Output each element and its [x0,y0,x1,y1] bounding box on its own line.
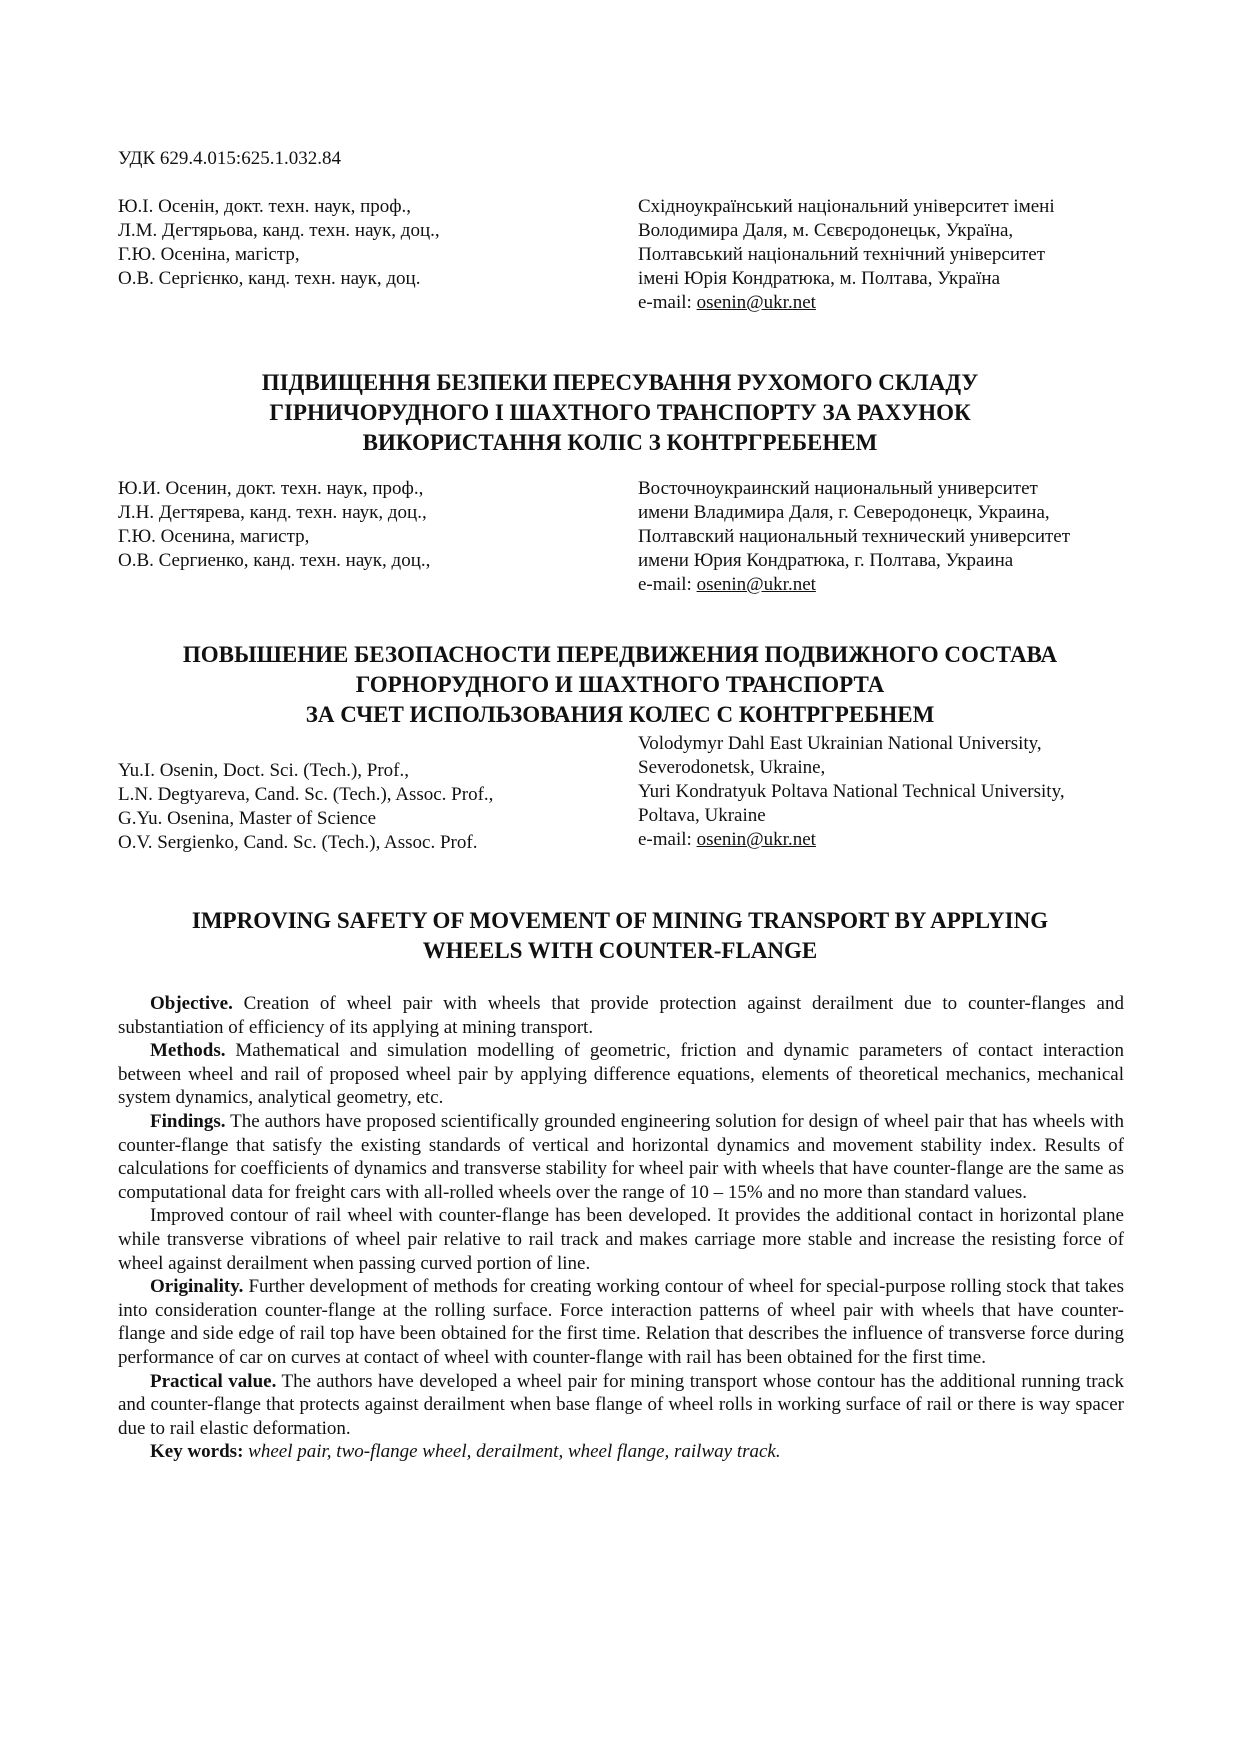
section-text: Creation of wheel pair with wheels that provide protection against derailment due to counter-flanges and substantiation of efficiency of its applying at mining transport. [118,993,1124,1038]
title-line: WHEELS WITH COUNTER-FLANGE [422,938,818,963]
title-line: ПІДВИЩЕННЯ БЕЗПЕКИ ПЕРЕСУВАННЯ РУХОМОГО СКЛАДУ [261,370,979,395]
author-line: G.Yu. Osenina, Master of Science [118,808,377,829]
email-link[interactable]: osenin@ukr.net [696,574,816,595]
section-text: Further development of methods for creating working contour of wheel for special-purpose rolling stock that takes into consideration counter-flange at the rolling surface. Force interaction patterns of wheel pair with wheels that have counter-flange and side edge of rail top have been obtained for the first time. Relation that describes the influence of transverse force during performance of car on curves at contact of wheel with counter-flange with rail has been obtained for the first time. [118,1276,1124,1368]
author-line: Л.Н. Дегтярева, канд. техн. наук, доц., [118,502,427,523]
email-line [638,573,816,597]
email-link[interactable]: osenin@ukr.net [696,292,816,313]
affiliation-line: Severodonetsk, Ukraine, [638,757,826,778]
author-line: Ю.І. Осенін, докт. техн. наук, проф., [118,196,412,217]
abstract-improved: Improved contour of rail wheel with counter-flange has been developed. It provides the additional contact in horizontal plane while transverse vibrations of wheel pair relative to rail track and makes carriage more stable and increase the resisting force of wheel against derailment when passing curved portion of line. [118,1205,1124,1274]
section-label: Key words: [150,1441,244,1463]
abstract-findings [118,1110,1124,1204]
keywords-text: wheel pair, two-flange wheel, derailment, wheel flange, railway track. [243,1441,781,1463]
author-line: Ю.И. Осенин, докт. техн. наук, проф., [118,478,424,499]
author-line: Г.Ю. Осенина, магистр, [118,526,310,547]
affiliation-line: имени Владимира Даля, г. Северодонецк, Украина, [638,502,1050,523]
author-line: Г.Ю. Осеніна, магістр, [118,244,300,265]
title-line: ВИКОРИСТАННЯ КОЛІС З КОНТРГРЕБЕНЕМ [362,430,878,455]
section-label: Methods. [150,1040,226,1062]
section-text: Mathematical and simulation modelling of geometric, friction and dynamic parameters of contact interaction between wheel and rail of proposed wheel pair by applying difference equations, elements of theoretical mechanics, mechanical system dynamics, analytical geometry, etc. [118,1040,1124,1109]
affiliation-line: Полтавський національний технічний університет [638,244,1046,265]
affiliation-line: Poltava, Ukraine [638,805,766,826]
affiliation-line: Yuri Kondratyuk Poltava National Technical University, [638,781,1065,802]
affiliation-line: Володимира Даля, м. Сєвєродонецьк, Україна, [638,220,1014,241]
section-label: Findings. [150,1110,226,1132]
affiliation-line: Volodymyr Dahl East Ukrainian National University, [638,733,1042,754]
author-line: О.В. Сергієнко, канд. техн. наук, доц. [118,268,421,289]
abstract-keywords [118,1440,1124,1464]
section-text: The authors have proposed scientifically grounded engineering solution for design of wheel pair that has wheels with counter-flange that satisfy the existing standards of vertical and horizontal dynamics and movement stability index. Results of calculations for coefficients of dynamics and transverse stability for wheel pair with wheels that have counter-flange are the same as computational data for freight cars with all-rolled wheels over the range of 10 – 15% and no more than standard values. [118,1110,1124,1203]
abstract-methods [118,1039,1124,1110]
section-label: Practical value. [150,1370,277,1392]
affiliation-line: Полтавский национальный технический университет [638,526,1071,547]
abstract [118,992,1124,1464]
title-line: ГІРНИЧОРУДНОГО І ШАХТНОГО ТРАНСПОРТУ ЗА РАХУНОК [269,400,971,425]
affiliation-line: имени Юрия Кондратюка, г. Полтава, Украина [638,550,1014,571]
title-line: ЗА СЧЕТ ИСПОЛЬЗОВАНИЯ КОЛЕС С КОНТРГРЕБНЕМ [305,702,935,727]
section-label: Originality. [150,1276,244,1298]
title-line: IMPROVING SAFETY OF MOVEMENT OF MINING TRANSPORT BY APPLYING [191,908,1049,933]
author-line: L.N. Degtyareva, Cand. Sc. (Tech.), Assoc. Prof., [118,784,494,805]
email-label: e-mail: [638,829,697,850]
ukrainian-title [0,368,1240,458]
affiliation-line: Восточноукраинский национальный университет [638,478,1038,499]
english-title [0,906,1240,966]
title-line: ПОВЫШЕНИЕ БЕЗОПАСНОСТИ ПЕРЕДВИЖЕНИЯ ПОДВИЖНОГО СОСТАВА [182,642,1058,667]
author-line: Л.М. Дегтярьова, канд. техн. наук, доц., [118,220,440,241]
author-line: Yu.I. Osenin, Doct. Sci. (Tech.), Prof., [118,760,410,781]
email-label: e-mail: [638,292,697,313]
section-text: The authors have developed a wheel pair for mining transport whose contour has the additional running track and counter-flange that protects against derailment when base flange of wheel rolls in working surface of rail or there is way spacer due to rail elastic deformation. [118,1370,1124,1439]
section-label: Objective. [150,993,233,1014]
abstract-objective [118,992,1124,1039]
email-link[interactable]: osenin@ukr.net [696,829,816,850]
affiliation-line: імені Юрія Кондратюка, м. Полтава, Україна [638,268,1001,289]
udk-code: УДК 629.4.015:625.1.032.84 [118,148,341,169]
russian-title [0,640,1240,730]
email-label: e-mail: [638,574,697,595]
title-line: ГОРНОРУДНОГО И ШАХТНОГО ТРАНСПОРТА [355,672,885,697]
author-line: O.V. Sergienko, Cand. Sc. (Tech.), Assoc. Prof. [118,832,478,853]
email-line [638,291,816,315]
email-line [638,828,816,852]
abstract-practical [118,1370,1124,1441]
author-line: О.В. Сергиенко, канд. техн. наук, доц., [118,550,431,571]
abstract-originality [118,1275,1124,1369]
affiliation-line: Східноукраїнський національний університет імені [638,196,1055,217]
